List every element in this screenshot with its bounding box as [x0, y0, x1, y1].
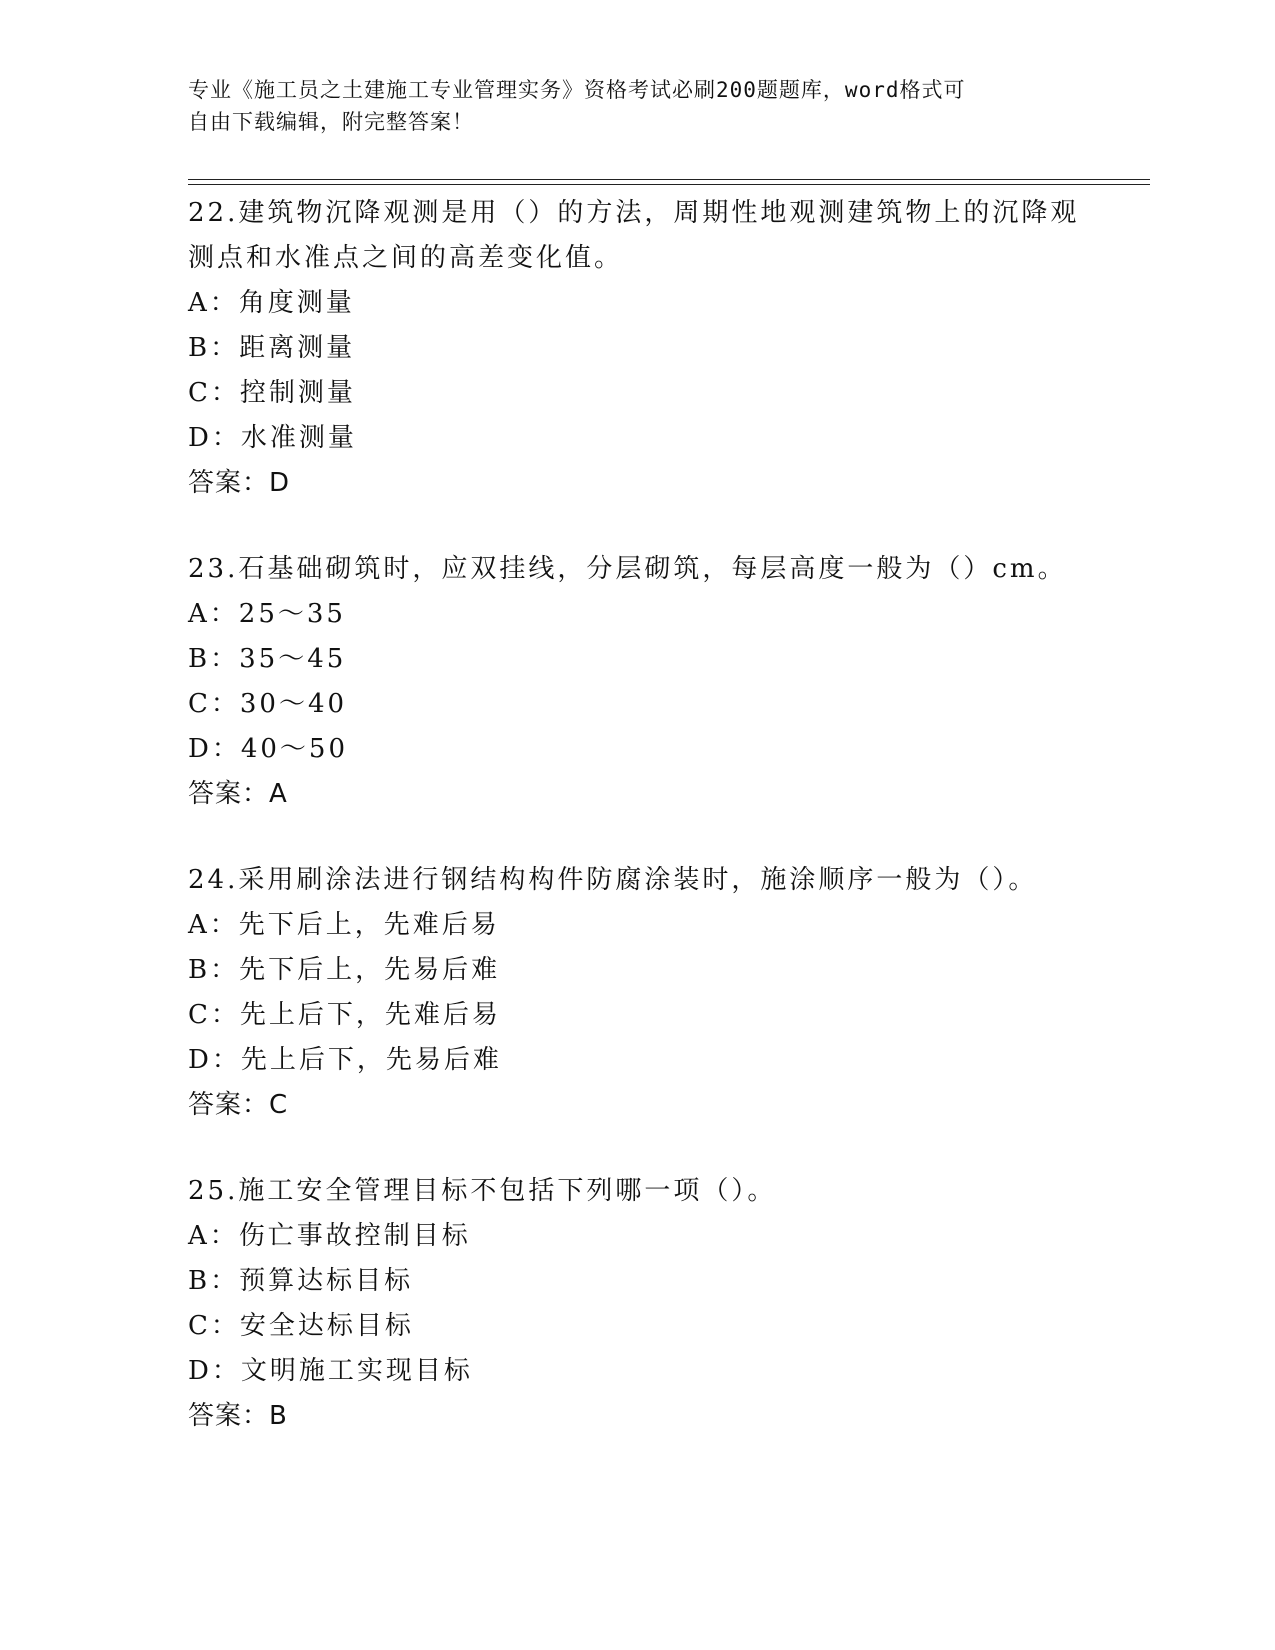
question-23: [188, 547, 1088, 817]
answer-line: 答案：A: [188, 779, 288, 809]
option-d: D：40～50: [188, 734, 349, 764]
question-24: [188, 858, 1088, 1128]
question-stem: 22.建筑物沉降观测是用（）的方法，周期性地观测建筑物上的沉降观测点和水准点之间的高差变化值。: [188, 198, 1080, 273]
option-a: A：角度测量: [188, 288, 355, 318]
answer-line: 答案：C: [188, 1090, 289, 1120]
option-a: A：伤亡事故控制目标: [188, 1221, 471, 1251]
question-stem: 25.施工安全管理目标不包括下列哪一项（）。: [188, 1176, 777, 1206]
option-d: D：先上后下，先易后难: [188, 1045, 502, 1075]
header-line-2: 自由下载编辑，附完整答案！: [188, 110, 474, 134]
option-c: C：安全达标目标: [188, 1311, 414, 1341]
option-b: B：距离测量: [188, 333, 356, 363]
option-c: C：先上后下，先难后易: [188, 1000, 501, 1030]
option-a: A：先下后上，先难后易: [188, 910, 500, 940]
question-stem: 23.石基础砌筑时，应双挂线，分层砌筑，每层高度一般为（）cm。: [188, 554, 1067, 584]
header-line-1: 专业《施工员之土建施工专业管理实务》资格考试必刷200题题库，word格式可: [188, 78, 966, 102]
header-divider-bottom: [188, 184, 1150, 185]
option-b: B：预算达标目标: [188, 1266, 414, 1296]
question-stem: 24.采用刷涂法进行钢结构构件防腐涂装时，施涂顺序一般为（）。: [188, 865, 1038, 895]
option-c: C：30～40: [188, 689, 348, 719]
document-header: [188, 74, 1068, 138]
option-c: C：控制测量: [188, 378, 356, 408]
answer-line: 答案：B: [188, 1401, 288, 1431]
question-22: [188, 191, 1088, 506]
option-d: D：文明施工实现目标: [188, 1356, 473, 1386]
answer-line: 答案：D: [188, 468, 291, 498]
question-25: [188, 1169, 1088, 1439]
option-b: B：35～45: [188, 644, 347, 674]
option-b: B：先下后上，先易后难: [188, 955, 501, 985]
header-divider-top: [188, 179, 1150, 180]
question-list: [188, 191, 1088, 1480]
option-d: D：水准测量: [188, 423, 357, 453]
option-a: A：25～35: [188, 599, 346, 629]
